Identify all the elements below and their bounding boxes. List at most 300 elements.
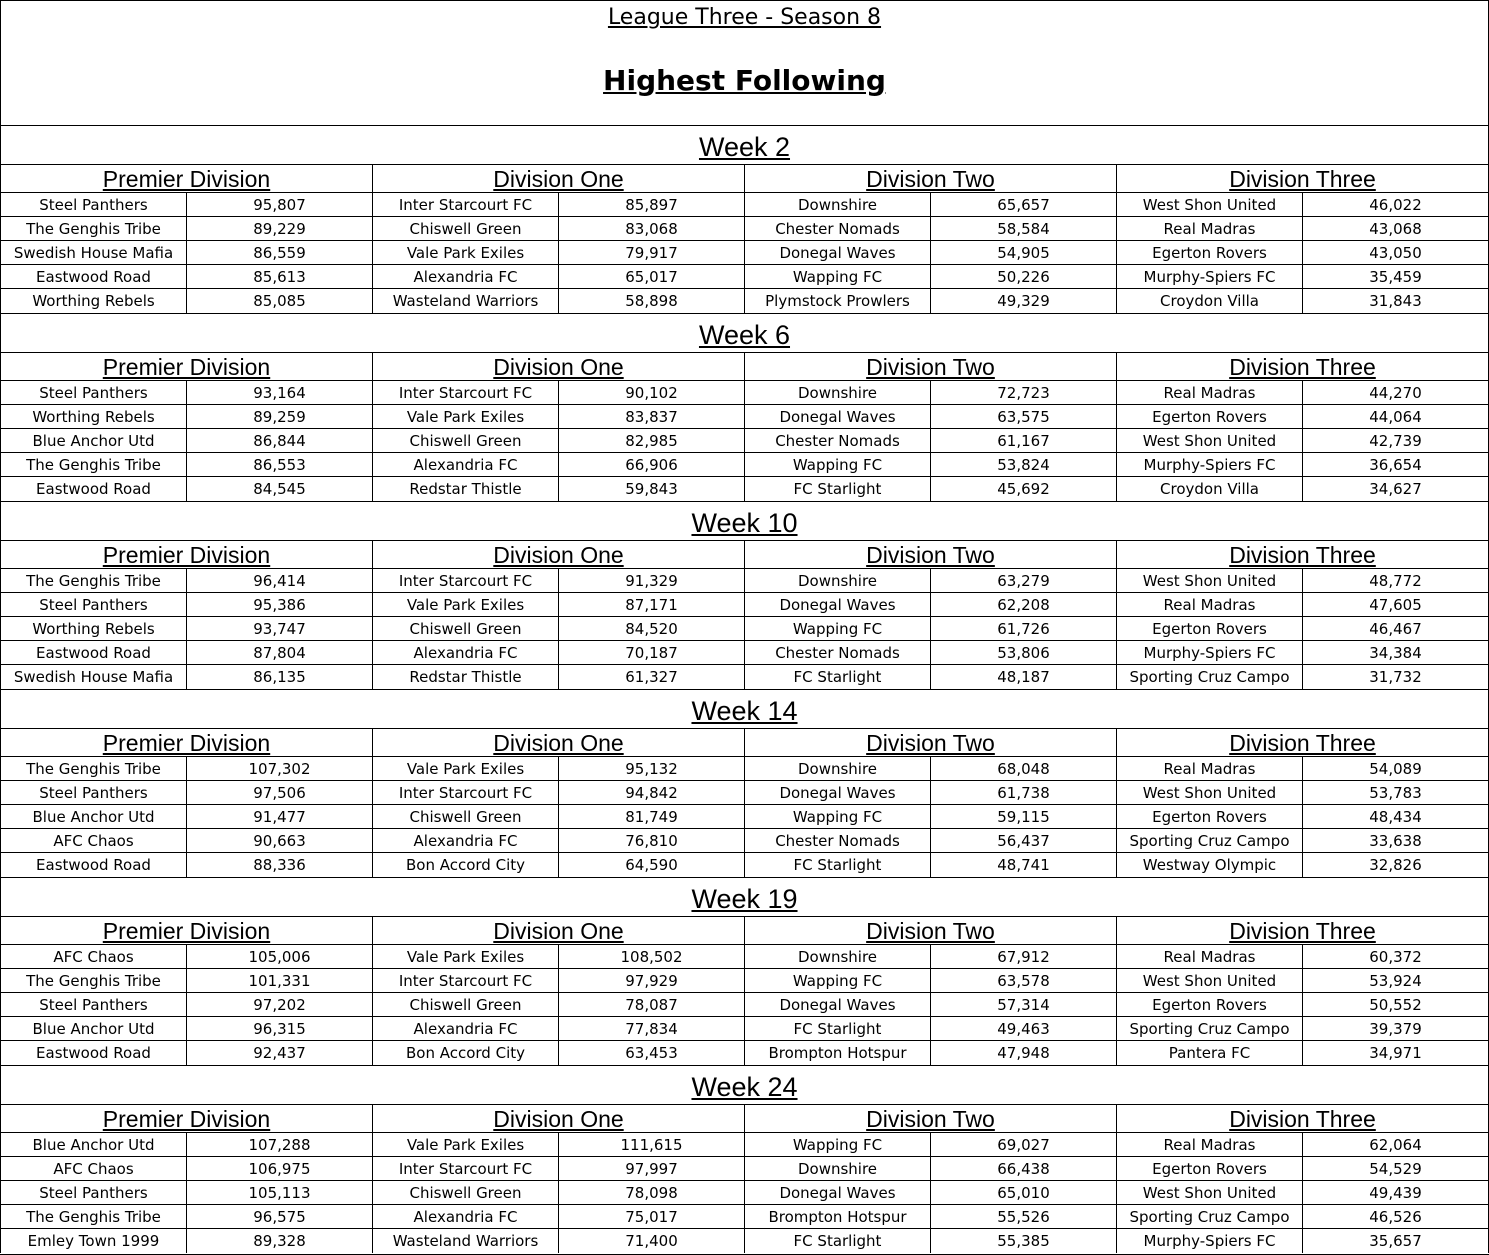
following-value-cell: 96,414	[253, 572, 306, 590]
table-row	[745, 453, 1116, 477]
following-value-cell: 64,590	[625, 856, 678, 874]
following-value-cell: 85,085	[253, 292, 306, 310]
table-row	[1, 405, 372, 429]
division-header	[1117, 1105, 1488, 1133]
team-name-cell: Real Madras	[1117, 945, 1303, 968]
following-value-cell: 46,526	[1369, 1208, 1422, 1226]
division-table	[745, 165, 1117, 313]
division-header	[373, 165, 744, 193]
team-name-cell: Eastwood Road	[1, 265, 187, 288]
week-title	[1, 877, 1488, 917]
division-table	[1117, 1105, 1488, 1253]
table-row	[373, 805, 744, 829]
following-value-cell: 70,187	[625, 644, 678, 662]
division-header	[1, 729, 372, 757]
following-value-cell: 66,906	[625, 456, 678, 474]
table-row	[373, 969, 744, 993]
division-table	[1117, 165, 1488, 313]
following-value-cell: 89,259	[253, 408, 306, 426]
following-value-cell: 61,167	[997, 432, 1050, 450]
following-value-cell: 83,837	[625, 408, 678, 426]
division-name: Division Two	[866, 730, 995, 756]
following-value-cell: 89,229	[253, 220, 306, 238]
division-table	[1, 729, 373, 877]
table-row	[1117, 477, 1488, 501]
team-name-cell: Alexandria FC	[373, 829, 559, 852]
following-value-cell: 58,898	[625, 292, 678, 310]
team-name-cell: Real Madras	[1117, 381, 1303, 404]
table-row	[373, 781, 744, 805]
following-value-cell: 48,772	[1369, 572, 1422, 590]
league-subtitle: League Three - Season 8	[607, 5, 882, 30]
division-name: Division One	[493, 542, 624, 568]
division-table	[1, 165, 373, 313]
table-row	[1, 1017, 372, 1041]
table-row	[745, 429, 1116, 453]
team-name-cell: Alexandria FC	[373, 265, 559, 288]
table-row	[1, 829, 372, 853]
division-header	[1, 353, 372, 381]
team-name-cell: FC Starlight	[745, 853, 931, 877]
division-header	[1117, 541, 1488, 569]
table-row	[745, 477, 1116, 501]
division-table	[1, 541, 373, 689]
following-value-cell: 88,336	[253, 856, 306, 874]
team-name-cell: West Shon United	[1117, 1181, 1303, 1204]
week-section	[0, 125, 1489, 313]
week-title	[1, 689, 1488, 729]
following-value-cell: 96,315	[253, 1020, 306, 1038]
following-value-cell: 31,843	[1369, 292, 1422, 310]
following-value-cell: 87,804	[253, 644, 306, 662]
following-value-cell: 86,553	[253, 456, 306, 474]
following-value-cell: 47,605	[1369, 596, 1422, 614]
team-name-cell: Brompton Hotspur	[745, 1205, 931, 1228]
following-value-cell: 86,135	[253, 668, 306, 686]
divisions-row	[1, 353, 1488, 501]
team-name-cell: Chester Nomads	[745, 429, 931, 452]
table-row	[1, 381, 372, 405]
team-name-cell: Wapping FC	[745, 453, 931, 476]
table-row	[745, 617, 1116, 641]
following-value-cell: 59,115	[997, 808, 1050, 826]
team-name-cell: Downshire	[745, 569, 931, 592]
team-name-cell: Inter Starcourt FC	[373, 969, 559, 992]
team-name-cell: Bon Accord City	[373, 1041, 559, 1065]
team-name-cell: Egerton Rovers	[1117, 1157, 1303, 1180]
team-name-cell: Donegal Waves	[745, 993, 931, 1016]
division-header	[745, 729, 1116, 757]
team-name-cell: Brompton Hotspur	[745, 1041, 931, 1065]
following-value-cell: 53,806	[997, 644, 1050, 662]
team-name-cell: Eastwood Road	[1, 477, 187, 501]
following-value-cell: 55,526	[997, 1208, 1050, 1226]
table-row	[1117, 1041, 1488, 1065]
team-name-cell: Steel Panthers	[1, 1181, 187, 1204]
following-value-cell: 83,068	[625, 220, 678, 238]
table-row	[745, 781, 1116, 805]
table-row	[1, 569, 372, 593]
team-name-cell: Vale Park Exiles	[373, 241, 559, 264]
following-value-cell: 85,613	[253, 268, 306, 286]
following-value-cell: 63,575	[997, 408, 1050, 426]
table-row	[745, 1017, 1116, 1041]
team-name-cell: West Shon United	[1117, 429, 1303, 452]
table-row	[1117, 945, 1488, 969]
team-name-cell: Croydon Villa	[1117, 477, 1303, 501]
table-row	[1117, 757, 1488, 781]
table-row	[745, 405, 1116, 429]
table-row	[745, 757, 1116, 781]
following-value-cell: 66,438	[997, 1160, 1050, 1178]
table-row	[373, 265, 744, 289]
table-row	[1, 1181, 372, 1205]
team-name-cell: Real Madras	[1117, 593, 1303, 616]
table-row	[1, 1205, 372, 1229]
team-name-cell: Downshire	[745, 193, 931, 216]
team-name-cell: Vale Park Exiles	[373, 1133, 559, 1156]
division-table	[745, 1105, 1117, 1253]
following-value-cell: 45,692	[997, 480, 1050, 498]
following-value-cell: 48,187	[997, 668, 1050, 686]
table-row	[1, 241, 372, 265]
team-name-cell: Real Madras	[1117, 757, 1303, 780]
table-row	[1117, 1133, 1488, 1157]
table-row	[373, 641, 744, 665]
division-table	[373, 353, 745, 501]
team-name-cell: Sporting Cruz Campo	[1117, 665, 1303, 689]
week-title	[1, 313, 1488, 353]
following-value-cell: 71,400	[625, 1232, 678, 1250]
table-row	[1117, 781, 1488, 805]
team-name-cell: AFC Chaos	[1, 945, 187, 968]
division-header	[745, 1105, 1116, 1133]
following-value-cell: 86,559	[253, 244, 306, 262]
team-name-cell: Murphy-Spiers FC	[1117, 265, 1303, 288]
team-name-cell: Croydon Villa	[1117, 289, 1303, 313]
following-value-cell: 61,738	[997, 784, 1050, 802]
week-section	[0, 501, 1489, 689]
following-value-cell: 68,048	[997, 760, 1050, 778]
table-row	[745, 1157, 1116, 1181]
week-label: Week 2	[698, 132, 791, 162]
division-name: Division One	[493, 1106, 624, 1132]
following-value-cell: 96,575	[253, 1208, 306, 1226]
table-row	[373, 453, 744, 477]
week-section	[0, 689, 1489, 877]
following-value-cell: 76,810	[625, 832, 678, 850]
team-name-cell: Swedish House Mafia	[1, 241, 187, 264]
following-value-cell: 53,824	[997, 456, 1050, 474]
following-value-cell: 63,453	[625, 1044, 678, 1062]
table-row	[1117, 1157, 1488, 1181]
following-value-cell: 85,897	[625, 196, 678, 214]
following-value-cell: 57,314	[997, 996, 1050, 1014]
table-row	[1117, 617, 1488, 641]
team-name-cell: Donegal Waves	[745, 405, 931, 428]
division-name: Division Three	[1229, 166, 1376, 192]
week-section	[0, 1065, 1489, 1253]
division-name: Division One	[493, 730, 624, 756]
table-row	[1117, 829, 1488, 853]
team-name-cell: Egerton Rovers	[1117, 993, 1303, 1016]
team-name-cell: Donegal Waves	[745, 241, 931, 264]
table-row	[1, 217, 372, 241]
team-name-cell: FC Starlight	[745, 1229, 931, 1253]
division-name: Division Three	[1229, 1106, 1376, 1132]
division-table	[373, 541, 745, 689]
table-row	[1117, 641, 1488, 665]
following-value-cell: 101,331	[248, 972, 311, 990]
following-value-cell: 65,010	[997, 1184, 1050, 1202]
division-name: Premier Division	[102, 354, 271, 380]
weeks-container	[0, 125, 1489, 1253]
table-row	[373, 829, 744, 853]
division-header	[1117, 165, 1488, 193]
division-header	[1117, 353, 1488, 381]
following-value-cell: 63,578	[997, 972, 1050, 990]
team-name-cell: Chiswell Green	[373, 805, 559, 828]
table-row	[745, 1041, 1116, 1065]
team-name-cell: Wapping FC	[745, 265, 931, 288]
team-name-cell: Real Madras	[1117, 217, 1303, 240]
team-name-cell: Worthing Rebels	[1, 405, 187, 428]
team-name-cell: Vale Park Exiles	[373, 757, 559, 780]
week-title	[1, 1065, 1488, 1105]
team-name-cell: Wasteland Warriors	[373, 289, 559, 313]
division-table	[745, 353, 1117, 501]
table-row	[373, 1133, 744, 1157]
team-name-cell: FC Starlight	[745, 1017, 931, 1040]
team-name-cell: Egerton Rovers	[1117, 805, 1303, 828]
team-name-cell: Steel Panthers	[1, 593, 187, 616]
following-value-cell: 48,741	[997, 856, 1050, 874]
division-name: Premier Division	[102, 730, 271, 756]
team-name-cell: Chester Nomads	[745, 829, 931, 852]
division-name: Premier Division	[102, 542, 271, 568]
table-row	[373, 569, 744, 593]
team-name-cell: Blue Anchor Utd	[1, 805, 187, 828]
table-row	[745, 569, 1116, 593]
team-name-cell: Steel Panthers	[1, 193, 187, 216]
week-section	[0, 877, 1489, 1065]
table-row	[745, 193, 1116, 217]
table-row	[1, 477, 372, 501]
table-row	[373, 617, 744, 641]
table-row	[1117, 593, 1488, 617]
following-value-cell: 75,017	[625, 1208, 678, 1226]
division-header	[373, 353, 744, 381]
table-row	[1, 193, 372, 217]
team-name-cell: Murphy-Spiers FC	[1117, 1229, 1303, 1253]
table-row	[1117, 853, 1488, 877]
table-row	[1, 617, 372, 641]
following-value-cell: 54,905	[997, 244, 1050, 262]
division-name: Division One	[493, 918, 624, 944]
following-value-cell: 43,068	[1369, 220, 1422, 238]
division-name: Division Three	[1229, 918, 1376, 944]
team-name-cell: Eastwood Road	[1, 641, 187, 664]
following-value-cell: 53,924	[1369, 972, 1422, 990]
division-table	[1117, 729, 1488, 877]
division-name: Division Two	[866, 1106, 995, 1132]
table-row	[1, 1229, 372, 1253]
division-table	[1117, 917, 1488, 1065]
team-name-cell: Downshire	[745, 381, 931, 404]
table-row	[1117, 265, 1488, 289]
division-header	[373, 917, 744, 945]
division-table	[373, 1105, 745, 1253]
team-name-cell: Chester Nomads	[745, 217, 931, 240]
following-value-cell: 82,985	[625, 432, 678, 450]
table-row	[1, 1133, 372, 1157]
divisions-row	[1, 729, 1488, 877]
division-name: Division One	[493, 354, 624, 380]
team-name-cell: Blue Anchor Utd	[1, 1017, 187, 1040]
following-value-cell: 95,132	[625, 760, 678, 778]
team-name-cell: Alexandria FC	[373, 1205, 559, 1228]
team-name-cell: Donegal Waves	[745, 593, 931, 616]
table-row	[1, 853, 372, 877]
table-row	[745, 969, 1116, 993]
following-value-cell: 39,379	[1369, 1020, 1422, 1038]
division-table	[1117, 353, 1488, 501]
team-name-cell: The Genghis Tribe	[1, 217, 187, 240]
following-value-cell: 44,064	[1369, 408, 1422, 426]
division-table	[373, 165, 745, 313]
following-value-cell: 91,329	[625, 572, 678, 590]
team-name-cell: FC Starlight	[745, 477, 931, 501]
week-label: Week 14	[691, 696, 798, 726]
following-value-cell: 36,654	[1369, 456, 1422, 474]
team-name-cell: Vale Park Exiles	[373, 945, 559, 968]
table-row	[1, 1041, 372, 1065]
following-value-cell: 105,006	[248, 948, 311, 966]
table-row	[745, 265, 1116, 289]
division-table	[373, 729, 745, 877]
following-value-cell: 46,022	[1369, 196, 1422, 214]
team-name-cell: Wasteland Warriors	[373, 1229, 559, 1253]
following-value-cell: 95,386	[253, 596, 306, 614]
following-value-cell: 61,327	[625, 668, 678, 686]
table-row	[745, 1229, 1116, 1253]
following-value-cell: 90,663	[253, 832, 306, 850]
team-name-cell: Bon Accord City	[373, 853, 559, 877]
page-title: Highest Following	[603, 64, 886, 97]
division-header	[373, 729, 744, 757]
table-row	[373, 993, 744, 1017]
table-row	[1, 265, 372, 289]
team-name-cell: Downshire	[745, 757, 931, 780]
team-name-cell: Inter Starcourt FC	[373, 569, 559, 592]
following-value-cell: 47,948	[997, 1044, 1050, 1062]
team-name-cell: Inter Starcourt FC	[373, 381, 559, 404]
table-row	[745, 241, 1116, 265]
table-row	[1117, 1017, 1488, 1041]
division-name: Premier Division	[102, 918, 271, 944]
table-row	[745, 829, 1116, 853]
table-row	[1117, 381, 1488, 405]
following-value-cell: 53,783	[1369, 784, 1422, 802]
team-name-cell: Vale Park Exiles	[373, 405, 559, 428]
divisions-row	[1, 1105, 1488, 1253]
team-name-cell: Murphy-Spiers FC	[1117, 453, 1303, 476]
table-row	[1117, 193, 1488, 217]
team-name-cell: Egerton Rovers	[1117, 241, 1303, 264]
team-name-cell: Chiswell Green	[373, 993, 559, 1016]
table-row	[373, 1017, 744, 1041]
team-name-cell: Redstar Thistle	[373, 477, 559, 501]
team-name-cell: Downshire	[745, 1157, 931, 1180]
following-value-cell: 49,463	[997, 1020, 1050, 1038]
division-table	[1, 353, 373, 501]
team-name-cell: Chiswell Green	[373, 617, 559, 640]
division-table	[1, 917, 373, 1065]
division-table	[745, 541, 1117, 689]
table-row	[373, 665, 744, 689]
table-row	[1117, 665, 1488, 689]
table-row	[745, 945, 1116, 969]
week-label: Week 24	[691, 1072, 798, 1102]
table-row	[373, 945, 744, 969]
division-header	[1117, 917, 1488, 945]
following-value-cell: 91,477	[253, 808, 306, 826]
following-value-cell: 49,439	[1369, 1184, 1422, 1202]
table-row	[373, 1157, 744, 1181]
table-row	[1117, 289, 1488, 313]
following-value-cell: 92,437	[253, 1044, 306, 1062]
table-row	[745, 805, 1116, 829]
table-row	[745, 289, 1116, 313]
division-name: Division One	[493, 166, 624, 192]
following-value-cell: 84,520	[625, 620, 678, 638]
following-value-cell: 46,467	[1369, 620, 1422, 638]
following-value-cell: 81,749	[625, 808, 678, 826]
table-row	[745, 1205, 1116, 1229]
team-name-cell: West Shon United	[1117, 969, 1303, 992]
team-name-cell: Alexandria FC	[373, 641, 559, 664]
table-row	[1, 805, 372, 829]
team-name-cell: The Genghis Tribe	[1, 969, 187, 992]
division-header	[745, 353, 1116, 381]
team-name-cell: Blue Anchor Utd	[1, 429, 187, 452]
division-name: Division Two	[866, 166, 995, 192]
team-name-cell: Egerton Rovers	[1117, 617, 1303, 640]
team-name-cell: Inter Starcourt FC	[373, 193, 559, 216]
table-row	[1, 969, 372, 993]
division-name: Division Three	[1229, 730, 1376, 756]
team-name-cell: Egerton Rovers	[1117, 405, 1303, 428]
table-row	[745, 593, 1116, 617]
team-name-cell: Downshire	[745, 945, 931, 968]
division-name: Division Two	[866, 918, 995, 944]
division-table	[1, 1105, 373, 1253]
following-value-cell: 62,208	[997, 596, 1050, 614]
team-name-cell: FC Starlight	[745, 665, 931, 689]
team-name-cell: Swedish House Mafia	[1, 665, 187, 689]
team-name-cell: Sporting Cruz Campo	[1117, 1205, 1303, 1228]
following-value-cell: 97,997	[625, 1160, 678, 1178]
division-name: Premier Division	[102, 166, 271, 192]
following-value-cell: 84,545	[253, 480, 306, 498]
week-title	[1, 125, 1488, 165]
following-value-cell: 58,584	[997, 220, 1050, 238]
following-value-cell: 78,098	[625, 1184, 678, 1202]
following-value-cell: 78,087	[625, 996, 678, 1014]
team-name-cell: Alexandria FC	[373, 453, 559, 476]
table-row	[1117, 241, 1488, 265]
team-name-cell: The Genghis Tribe	[1, 1205, 187, 1228]
